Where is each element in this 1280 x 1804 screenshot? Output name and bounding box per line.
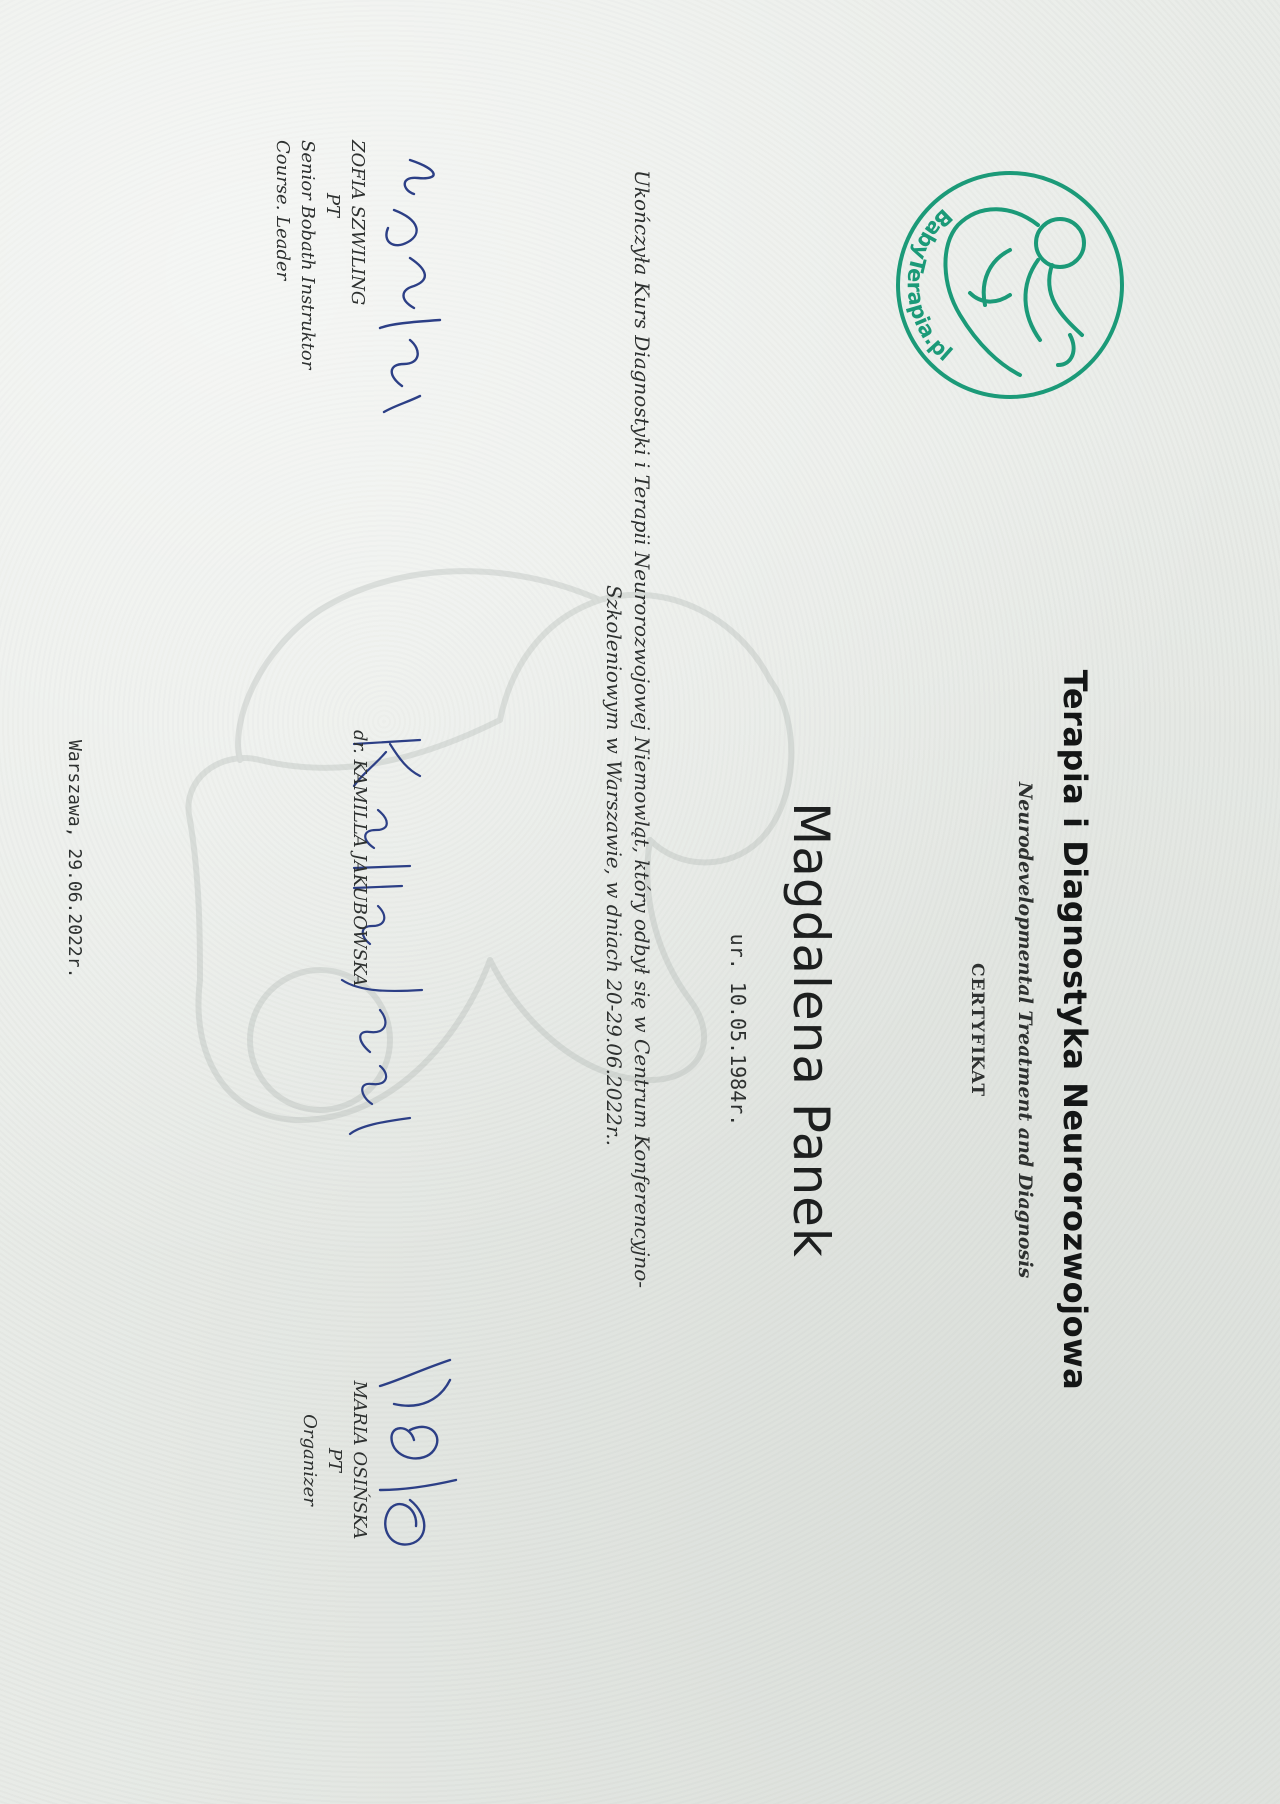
certificate-title: Terapia i Diagnostyka Neurorozwojowa — [1056, 669, 1094, 1391]
signatory-role: Senior Bobath Instruktor — [297, 140, 318, 370]
signatory-name: MARIA OSIŃSKA — [349, 1380, 370, 1540]
recipient-birth-date: ur. 10.05.1984r. — [726, 933, 750, 1127]
signatory-jakubowska — [347, 730, 372, 1050]
signature-osinska-image — [360, 1340, 480, 1580]
signatory-osinska — [297, 1310, 372, 1610]
signatory-title: PT — [324, 1447, 345, 1473]
certificate-body-line-1: Ukończyła Kurs Diagnostyki i Terapii Neurorozwojowej Niemowląt, który odbył się w Centrum Konferencyjno- — [630, 170, 654, 1289]
place-and-date: Warszawa, 29.06.2022r. — [64, 740, 85, 979]
signatory-szwiling — [270, 140, 370, 440]
signature-szwiling-image — [360, 150, 480, 420]
signatory-role-2: Course. Leader — [272, 140, 293, 281]
certificate-type: CERTYFIKAT — [967, 962, 987, 1098]
signatory-title: PT — [322, 192, 343, 218]
certificate-subtitle: Neurodevelopmental Treatment and Diagnosis — [1014, 781, 1036, 1279]
signatory-name: ZOFIA SZWILING — [347, 140, 368, 306]
signatory-name: dr. KAMILLA JAKUBOWSKA — [349, 730, 370, 987]
recipient-name: Magdalena Panek — [782, 802, 840, 1258]
logo-text: BabyTerapia.pl — [902, 204, 958, 366]
babyterapia-logo-image — [890, 165, 1130, 405]
certificate-body-line-2: Szkoleniowym w Warszawie, w dniach 20-29.06.2022r.. — [602, 585, 626, 1146]
signatory-role: Organizer — [299, 1414, 320, 1506]
